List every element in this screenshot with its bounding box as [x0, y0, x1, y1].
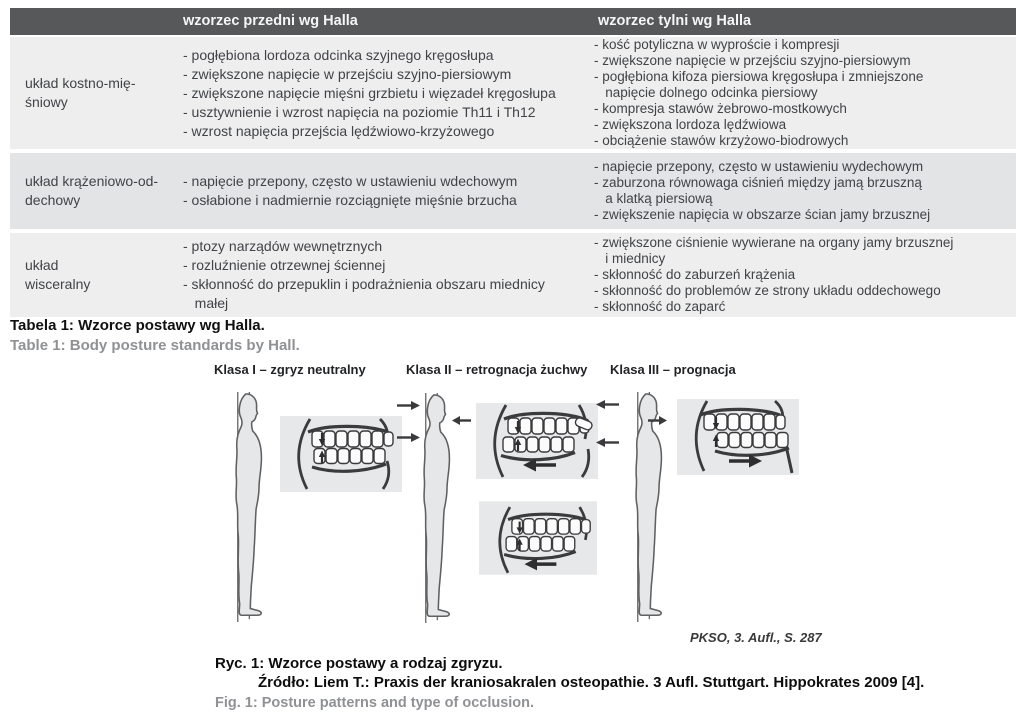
body-silhouette-class1: [216, 388, 274, 626]
text-line: - wzrost napięcia przejścia lędźwiowo-krzyżowego: [183, 122, 495, 139]
row-back-cell: [586, 159, 1016, 223]
row-label: [10, 256, 173, 294]
figure-class1-label: Klasa I – zgryz neutralny: [214, 362, 366, 377]
text-line: - obciążenie stawów krzyżowo-biodrowych: [594, 133, 849, 148]
text-line: - skłonność do przepuklin i podrażnienia obszaru miednicy: [183, 276, 545, 292]
table-header-front-pattern: wzorzec przedni wg Halla: [183, 13, 358, 29]
figure-class2-label: Klasa II – retrognacja żuchwy: [406, 362, 588, 377]
table-header-row: [10, 8, 1016, 35]
text-line: układ krążeniowo-od-: [25, 173, 159, 189]
text-line: układ kostno-mię-: [25, 75, 136, 91]
text-line: - zwiększone napięcie w przejściu szyjno-piersiowym: [183, 65, 512, 82]
text-line: układ: [25, 257, 59, 273]
text-line: śniowy: [25, 94, 68, 110]
row-front-cell: [173, 46, 586, 141]
occlusion-diagram-class2-upper: [476, 403, 598, 479]
figure-caption-pl: Ryc. 1: Wzorce postawy a rodzaj zgryzu.: [215, 655, 503, 672]
arrow-left-icon: [596, 437, 620, 448]
text-line: - zwiększone ciśnienie wywierane na organy jamy brzusznej: [594, 235, 954, 250]
figure-class3-label: Klasa III – prognacja: [610, 362, 736, 377]
text-line: - zwiększona lordoza lędźwiowa: [594, 117, 787, 132]
text-line: - pogłębiona kifoza piersiowa kręgosłupa i zmniejszone: [594, 69, 924, 84]
text-line: - kompresja stawów żebrowo-mostkowych: [594, 101, 847, 116]
row-label: [10, 172, 173, 210]
row-front-cell: [173, 237, 586, 313]
occlusion-diagram-class3: [677, 399, 799, 475]
table-caption-pl: Tabela 1: Wzorce postawy wg Halla.: [10, 317, 265, 334]
text-line: - osłabione i nadmiernie rozciągnięte mięśnie brzucha: [183, 192, 517, 208]
table-row-cardiorespiratory: [10, 153, 1016, 229]
row-back-cell: [586, 37, 1016, 149]
table-header-back-pattern: wzorzec tylni wg Halla: [598, 13, 752, 29]
table-row-visceral: [10, 233, 1016, 317]
text-line: - skłonność do zaburzeń krążenia: [594, 267, 796, 282]
text-line: małej: [183, 295, 229, 311]
arrow-left-icon: [596, 399, 620, 410]
text-line: - skłonność do zaparć: [594, 299, 726, 314]
row-label: [10, 74, 173, 112]
text-line: - rozluźnienie otrzewnej ściennej: [183, 257, 386, 273]
arrow-left-icon: [452, 415, 472, 426]
text-line: - zwiększone napięcie w przejściu szyjno-piersiowym: [594, 53, 911, 68]
arrow-right-icon: [647, 415, 667, 426]
text-line: dechowy: [25, 192, 81, 208]
text-line: - kość potyliczna w wyproście i kompresji: [594, 37, 840, 52]
text-line: wisceralny: [25, 276, 91, 292]
text-line: - ptozy narządów wewnętrznych: [183, 238, 383, 254]
arrow-right-icon: [396, 432, 420, 443]
text-line: - napięcie przepony, często w ustawieniu wydechowym: [594, 159, 924, 174]
body-silhouette-class2: [404, 391, 462, 625]
table-caption-en: Table 1: Body posture standards by Hall.: [10, 337, 300, 354]
text-line: - zwiększenie napięcia w obszarze ścian jamy brzusznej: [594, 207, 931, 222]
text-line: a klatką piersiową: [594, 191, 713, 206]
text-line: napięcie dolnego odcinka piersiowy: [594, 85, 818, 100]
text-line: - napięcie przepony, często w ustawieniu wdechowym: [183, 173, 518, 189]
text-line: - zwiększone napięcie mięśni grzbietu i więzadeł kręgosłupa: [183, 84, 556, 101]
row-front-cell: [173, 172, 586, 210]
text-line: - pogłębiona lordoza odcinka szyjnego kręgosłupa: [183, 46, 494, 63]
table-row-musculoskeletal: [10, 37, 1016, 149]
occlusion-diagram-class2-lower: [479, 500, 597, 576]
text-line: i miednicy: [594, 251, 666, 266]
figure-source-note: PKSO, 3. Aufl., S. 287: [690, 630, 822, 645]
text-line: - usztywnienie i wzrost napięcia na poziomie Th11 i Th12: [183, 103, 536, 120]
figure-caption-en: Fig. 1: Posture patterns and type of occlusion.: [215, 695, 535, 711]
text-line: - skłonność do problemów ze strony układu oddechowego: [594, 283, 941, 298]
text-line: - zaburzona równowaga ciśnień między jamą brzuszną: [594, 175, 922, 190]
occlusion-diagram-class1: [280, 416, 402, 492]
arrow-right-icon: [396, 400, 420, 411]
row-back-cell: [586, 235, 1016, 315]
figure-caption-source: Źródło: Liem T.: Praxis der kraniosakralen osteopathie. 3 Aufl. Stuttgart. Hippokrates 2009 [4].: [258, 674, 925, 691]
